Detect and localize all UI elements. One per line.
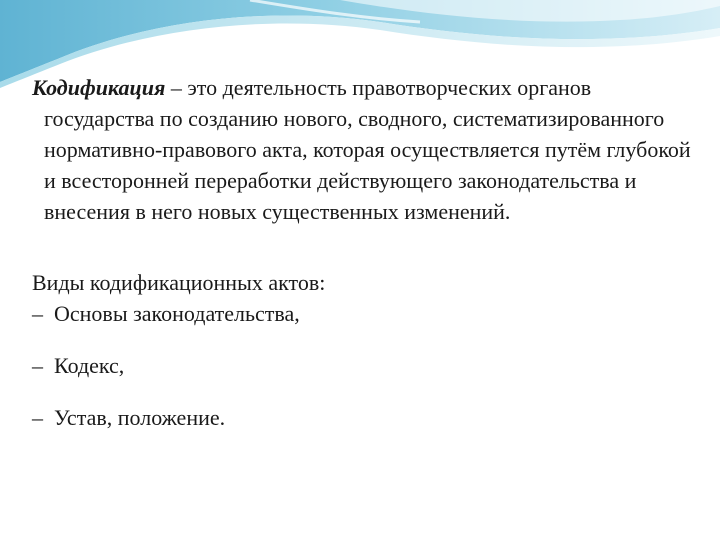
definition-text: – это деятельность правотворческих органов государства по созданию нового, сводного, систематизированного нормативно-правового акта, которая осуществляется путём глубокой и всесторонней переработки действующего законодательства и внесения в него новых существенных изменений. xyxy=(44,75,691,224)
types-heading: Виды кодификационных актов: xyxy=(32,270,326,295)
definition-paragraph xyxy=(32,72,702,227)
list-item xyxy=(32,402,702,433)
bullet-dash: – xyxy=(32,405,43,430)
list-item-text: Устав, положение. xyxy=(54,405,226,430)
list-item xyxy=(32,298,702,329)
bullet-dash: – xyxy=(32,353,43,378)
bullet-dash: – xyxy=(32,301,43,326)
list-item-text: Кодекс, xyxy=(54,353,125,378)
slide-content xyxy=(32,72,702,433)
list-item-text: Основы законодательства, xyxy=(54,301,300,326)
list-item xyxy=(32,350,702,381)
types-list xyxy=(32,298,702,433)
definition-term: Кодификация xyxy=(32,75,166,100)
